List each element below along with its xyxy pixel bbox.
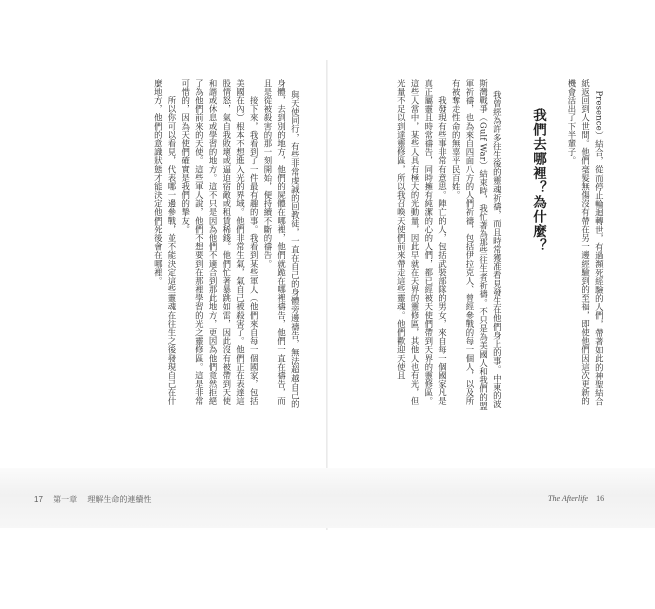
left-footer-chapter: 第一章 (53, 495, 78, 504)
left-page-body (82, 79, 315, 411)
right-page-body (545, 79, 619, 411)
right-page-text-before-heading: Presence）結合，從而停止輪迴轉世，有過瀕死經驗的人們，帶著如此的神聖結合紙返回到人世間。他們毫髮無傷沒有帶在另一邊經驗到的至福，即使他們因這次更新的機會活出了下半輩子。 (566, 79, 605, 406)
right-page-number: 16 (596, 494, 605, 503)
right-page-body-continued (347, 79, 517, 411)
book-gutter (326, 60, 328, 530)
right-page-footer (548, 494, 604, 503)
left-page-footer (34, 494, 159, 505)
left-footer-title: 理解生命的連續性 (87, 495, 152, 504)
section-heading: 我們去哪裡？為什麼？ (530, 108, 546, 253)
right-page-text-after-heading: 我曾經為許多往生後的靈魂祈禱，而且時常獲准看見發生在他們身上的事。中東的波斯灣戰爭（Gulf War）結束時，我忙著為那些往生者祈禱。不只是為美國人和我們的盟軍祈禱，也為來自四面八方的人們祈禱，包括伊拉克人、曾經參戰的每一個人，以及所有被奪走性命的無辜平民百姓。 我發現有些事非常有意思。陣亡的人，包括武裝部隊的男女，來自每一個國家凡是真正屬靈且時常禱告，同時擁有純潔的心的人們，都已經被天使們帶到天界的靈修區。這些人當中，某些人具有極大的光動量，因此早就在天界的靈修區，其他人也有光，但光量不足以到達靈修區，所以我召喚天使們前來帶走這些靈魂。他們歡迎天使且 (396, 79, 503, 411)
left-page-text: 與天使同行，有些非常虔誠的回教徒，一直在自己的身體旁邊禱告，無法超越自己的身體，去到別的地方，他們的屍體在哪裡，他們就跪在哪裡禱告，他們一直在禱告，而且是從被殺害的那一刻開始，便持續不斷的禱告。 接下來，我看到了一件最有趣的事。我看到某些軍人（他們來自每一個國家，包括美國在內）根本不想進入光的界域。他們非常生氣，氣自己被殺害了。他們正在表達這股情怒，氣自我敗壞或逼迫宿敵或租賃稀錢。他們忙著暴跳如雷，因此沒有被帶到天使和諧或休息或學習的地方。這不只是因為他們不適合到那此地方，更因為他們竟然拒絕了為他們前來的天使。這些軍人說，他們不想要到在那裡學習的光之靈修區。這是非常可惜的，因為天使們確實是我們的摯友。 所以你可以看見，代表哪一邊參戰，並不能決定這些靈魂在往生之後發現自己在什麼地方，他們的意識狀態才能決定他們死後會在哪裡。 (153, 79, 301, 409)
left-page-number: 17 (34, 495, 43, 504)
right-footer-title: The Afterlife (548, 494, 589, 503)
